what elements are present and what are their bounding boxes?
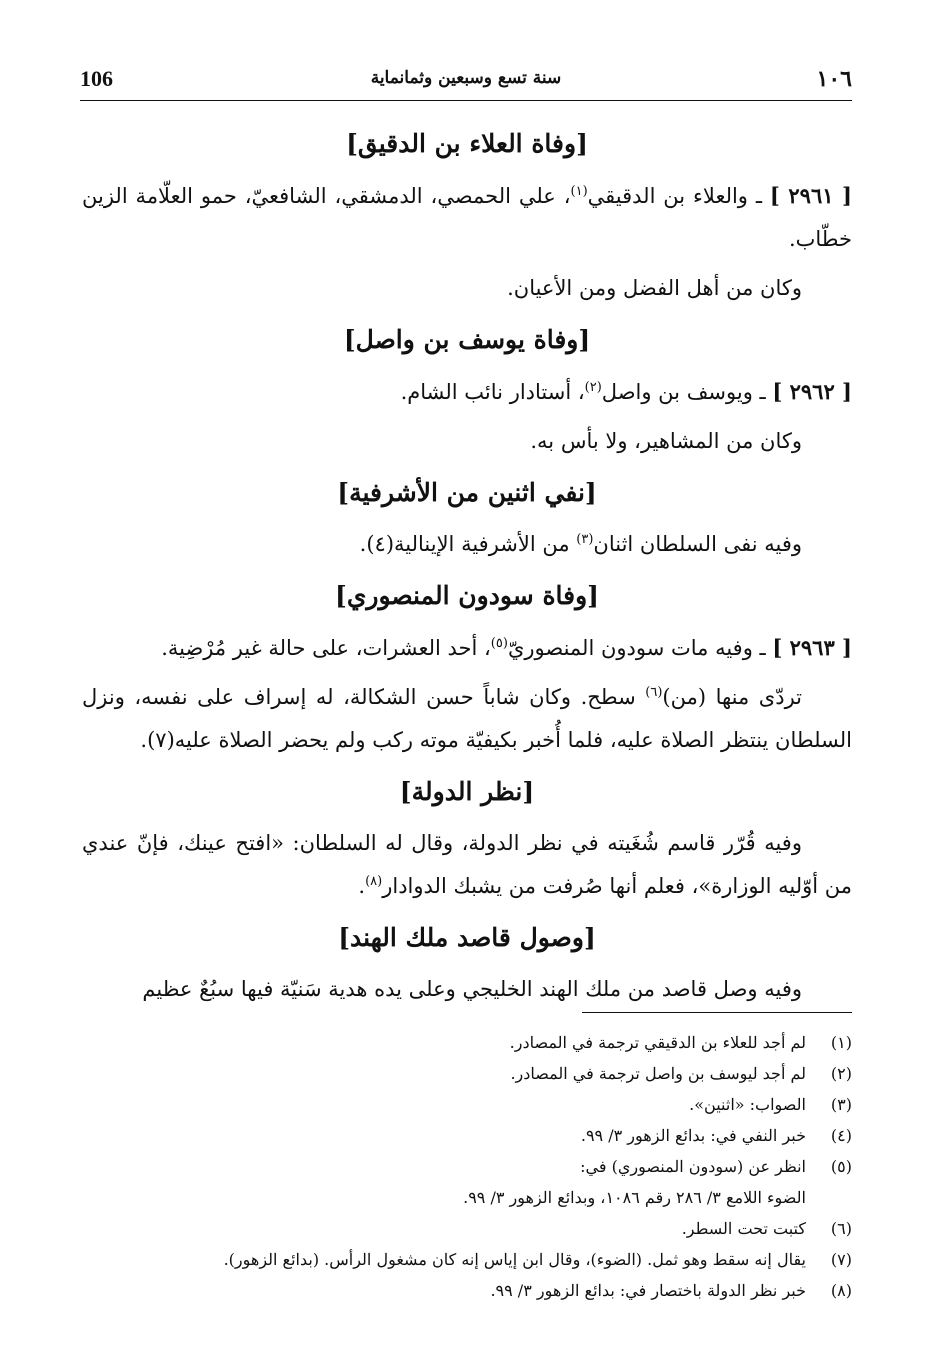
footnote: [82, 1058, 852, 1089]
footnote-rule: [582, 1012, 852, 1013]
entry-number: [ ٢٩٦١ ]: [769, 183, 852, 208]
paragraph-text: وكان من المشاهير، ولا بأس به.: [530, 429, 802, 453]
footnote-text: انظر عن (سودون المنصوري) في:: [580, 1157, 806, 1176]
section-heading: [وفاة العلاء بن الدقيق]: [346, 129, 588, 158]
footnote-ref: (٥): [490, 636, 508, 651]
section-heading: [نظر الدولة]: [399, 777, 535, 806]
paragraph-text: وفيه وصل قاصد من ملك الهند الخليجي وعلى يده هدية سَنيّة فيها سبُعٌ عظيم: [142, 977, 802, 1001]
paragraph-text: ، أحد العشرات، على حالة غير مُرْضِية.: [161, 636, 491, 660]
main-text: [82, 120, 852, 1017]
paragraph: [82, 267, 852, 310]
footnote: [82, 1151, 852, 1182]
footnote-text: كتبت تحت السطر.: [681, 1219, 806, 1238]
footnote-number: (٧): [830, 1250, 852, 1269]
footnote-number: (٣): [830, 1095, 852, 1114]
section-heading: [وصول قاصد ملك الهند]: [338, 923, 596, 952]
footnote-number: (٢): [830, 1064, 852, 1083]
paragraph-text: .: [358, 874, 366, 898]
paragraph: [82, 523, 852, 566]
paragraph: [82, 676, 852, 762]
footnote: [82, 1275, 852, 1306]
footnote-number: (٤): [830, 1126, 852, 1145]
entry-paragraph: [82, 370, 852, 414]
section-heading: [نفي اثنين من الأشرفية]: [337, 478, 597, 507]
footnote-number: (١): [830, 1033, 852, 1052]
footnote-text: خبر النفي في: بدائع الزهور ٣/ ٩٩.: [580, 1126, 806, 1145]
paragraph-text: تردّى منها (من): [662, 685, 803, 709]
paragraph-text: وفيه قُرّر قاسم شُغَيته في نظر الدولة، وقال له السلطان: «افتح عينك، فإنّ عندي من أوّليه الوزارة»، فعلم أنها صُرفت من يشبك الدوادار: [82, 831, 852, 898]
paragraph-text: ـ وفيه مات سودون المنصوريّ: [507, 636, 773, 660]
paragraph: [82, 968, 852, 1011]
footnote-text: لم أجد للعلاء بن الدقيقي ترجمة في المصادر.: [509, 1033, 806, 1052]
paragraph-text: ، علي الحمصي، الدمشقي، الشافعيّ، حمو العلّامة الزين خطّاب.: [82, 184, 852, 251]
footnote-text: يقال إنه سقط وهو ثمل. (الضوء)، وقال ابن إياس إنه كان مشغول الرأس. (بدائع الزهور).: [223, 1250, 806, 1269]
footnote: [82, 1089, 852, 1120]
footnote: [82, 1244, 852, 1275]
page-number-arabic: ١٠٦: [816, 66, 852, 92]
footnote: [82, 1027, 852, 1058]
paragraph-text: سطح. وكان شاباً حسن الشكالة، له إسراف على نفسه، ونزل السلطان ينتظر الصلاة عليه، فلما أُخبر بكيفيّة موته ركب ولم يحضر الصلاة عليه(٧).: [82, 685, 852, 752]
paragraph-text: من الأشرفية الإينالية(٤).: [359, 532, 577, 556]
footnote-ref: (٦): [645, 685, 663, 700]
page-number-latin: 106: [80, 66, 113, 91]
footnote-text: لم أجد ليوسف بن واصل ترجمة في المصادر.: [510, 1064, 806, 1083]
footnote-ref: (١): [570, 184, 588, 199]
section-heading: [وفاة سودون المنصوري]: [334, 581, 600, 610]
entry-number: [ ٢٩٦٣ ]: [772, 635, 852, 660]
footnote-ref: (٢): [584, 380, 602, 395]
footnote-ref: (٣): [576, 532, 594, 547]
footnote-text: خبر نظر الدولة باختصار في: بدائع الزهور ٣/ ٩٩.: [490, 1281, 806, 1300]
footnote-text: الصواب: «اثنين».: [689, 1095, 806, 1114]
paragraph-text: ـ ويوسف بن واصل: [601, 380, 773, 404]
footnote: [82, 1213, 852, 1244]
paragraph-text: ـ والعلاء بن الدقيقي: [587, 184, 770, 208]
entry-number: [ ٢٩٦٢ ]: [772, 379, 852, 404]
paragraph-text: وفيه نفى السلطان اثنان: [593, 532, 802, 556]
footnote-number: (٦): [830, 1219, 852, 1238]
entry-paragraph: [82, 626, 852, 670]
running-head: [80, 66, 852, 101]
footnote-number: (٥): [830, 1157, 852, 1176]
paragraph-text: ، أستادار نائب الشام.: [400, 380, 585, 404]
paragraph: [82, 822, 852, 908]
paragraph: [82, 420, 852, 463]
footnote-continuation: الضوء اللامع ٣/ ٢٨٦ رقم ١٠٨٦، وبدائع الزهور ٣/ ٩٩.: [463, 1188, 806, 1207]
footnote-number: (٨): [830, 1281, 852, 1300]
running-title: سنة تسع وسبعين وثمانماية: [370, 68, 562, 88]
footnote-ref: (٨): [365, 874, 383, 889]
footnote: [82, 1120, 852, 1151]
entry-paragraph: [82, 174, 852, 261]
section-heading: [وفاة يوسف بن واصل]: [343, 325, 591, 354]
footnotes: [82, 1012, 852, 1306]
paragraph-text: وكان من أهل الفضل ومن الأعيان.: [507, 276, 802, 300]
